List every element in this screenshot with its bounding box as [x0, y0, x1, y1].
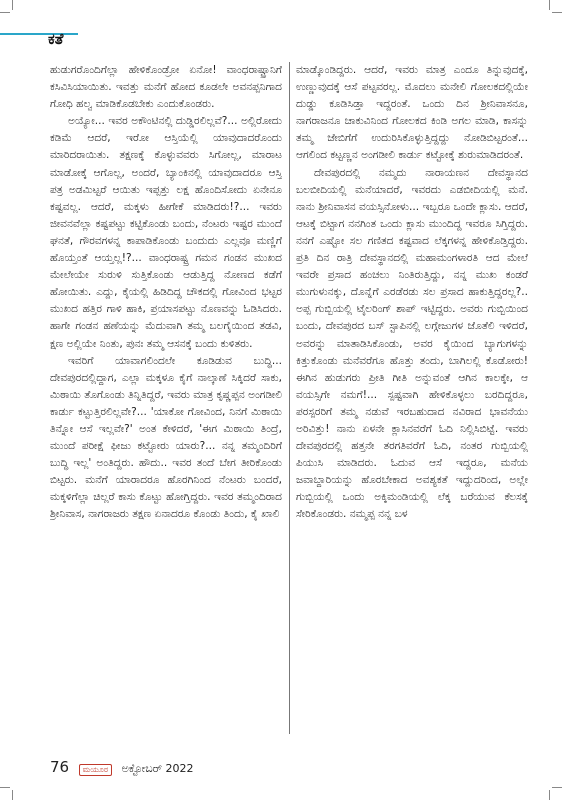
magazine-logo: ಮಯೂರ: [79, 764, 113, 776]
crop-mark: [12, 790, 13, 800]
left-column: [50, 62, 282, 732]
crop-mark: [549, 0, 550, 10]
crop-mark: [549, 790, 550, 800]
paragraph: ಹುಡುಗರೊಂದಿಗೆಲ್ಲಾ ಹೇಳಿಕೊಂಡ್ರೋ ಏನೋ! ವಾಂಧರಾಷ್ಟ್ರಾನಿಗೆ ಕಸಿವಿಸಿಯಾಯಿತು. ಇವತ್ತು ಮನೆಗೆ ಹೋದ ಕೂಡಲೇ ಅವನಪ್ಪನಿಗಾದ ಗೋಧಿ ಹಲ್ವ ಮಾಡಿಕೊಡಬೇಕು ಎಂದುಕೊಂಡರು.: [50, 64, 282, 111]
paragraph: ಅಯ್ಯೋ... ಇವರ ಅಕೌಂಟಿನಲ್ಲಿ ದುಡ್ಡಿರಲಿಲ್ಲವೆ?... ಅಲ್ಲಿರೋದು ಕಡಿಮೆ ಆದರೆ, ಇರೋ ಆಸ್ತಿಯೆಲ್ಲಿ ಯಾವುದಾದರೊಂದು ಮಾರಿದರಾಯಿತು. ತಕ್ಷಣಕ್ಕೆ ಕೊಳ್ಳುವವರು ಸಿಗೋಲ್ಲ, ಮಾರಾಟ ಮಾಡೋಕ್ಕೆ ಆಗೊಲ್ಲ, ಅಂದರೆ, ಬ್ಯಾಂಕಿನಲ್ಲಿ ಯಾವುದಾದರೂ ಆಸ್ತಿ ಪತ್ರ ಅಡಮಿಟ್ಟರೆ ಆಯಿತು ಇಪ್ಪತ್ತು ಲಕ್ಷ ಹೊಂದಿಸೋದು ಏನೇನೂ ಕಷ್ಟವಲ್ಲ. ಆದರೆ, ಮಕ್ಕಳು ಹೀಗೇಕೆ ಮಾಡಿದರು!?... ಇವರು ಜೀವನವೆಲ್ಲಾ ಕಷ್ಟಪಟ್ಟು ಕಟ್ಟಿಕೊಂಡು ಬಂದು, ನೆಂಟರು ಇಷ್ಟರ ಮುಂದೆ ಘನತೆ, ಗೌರವಗಳನ್ನ ಕಾಪಾಡಿಕೊಂಡು ಬಂದುದು ಎಲ್ಲವೂ ಮಣ್ಣಿಗೆ ಹೊಯ್ತಂತೆ ಆಯ್ತಲ್ಲ!?... ವಾಂಧರಾಷ್ಟ್ರ ಗಮನ ಗಂಡನ ಮುಖದ ಮೇಲೇಯೇ ಸುರುಳಿ ಸುತ್ತಿಕೊಂಡು ಆಡುತ್ತಿದ್ದ ನೋಣದ ಕಡೆಗೆ ಹೋಯಿತು. ಎದ್ದು, ಕೈಯಲ್ಲಿ ಹಿಡಿದಿದ್ದ ಚೌಕದಲ್ಲಿ ಗೋವಿಂದ ಭಟ್ಟರ ಮುಖದ ಹತ್ತಿರ ಗಾಳಿ ಹಾಕಿ, ಪ್ರಯಾಸಪಟ್ಟು ನೊಣವನ್ನು ಓಡಿಸಿದರು. ಹಾಗೇ ಗಂಡನ ಹಣೆಯನ್ನು ಮೆದುವಾಗಿ ತಮ್ಮ ಬಲಗೈಯಿಂದ ತಡವಿ, ಕ್ಷಣ ಅಲ್ಲಿಯೇ ನಿಂತು, ಪುನಃ ತಮ್ಮ ಆಸನಕ್ಕೆ ಬಂದು ಕುಳಿತರು.: [50, 115, 282, 350]
crop-mark: [552, 12, 562, 13]
paragraph: ದೇವಪುರದಲ್ಲಿ ನಮ್ಮದು ನಾರಾಯಣನ ದೇವಸ್ಥಾನದ ಬಲಬೀದಿಯಲ್ಲಿ ಮನೆಯಾದರೆ, ಇವರದು ಎಡಬೀದಿಯಲ್ಲಿ ಮನೆ. ನಾನು ಶ್ರೀನಿವಾಸನ ವಯಸ್ಸಿನೋಳು... ಇಬ್ಬರೂ ಒಂದೇ ಕ್ಲಾಸು. ಆದರೆ, ಆಟಕ್ಕೆ ಬಿಟ್ಟಾಗ ನನಗಿಂತ ಒಂದು ಕ್ಲಾಸು ಮುಂದಿದ್ದ ಇವರೂ ಸಿಗ್ತಿದ್ದರು. ನನಗೆ ಎಷ್ಟೋ ಸಲ ಗಣಿತದ ಕಷ್ಟವಾದ ಲೆಕ್ಕಗಳನ್ನ ಹೇಳಿಕೊಡ್ತಿದ್ದರು. ಪ್ರತಿ ದಿನ ರಾತ್ರಿ ದೇವಸ್ಥಾನದಲ್ಲಿ ಮಹಾಮಂಗಳಾರತಿ ಆದ ಮೇಲೆ ಇವರೇ ಪ್ರಸಾದ ಹಂಚಲು ನಿಂತಿರುತ್ತಿದ್ದು, ನನ್ನ ಮುಖ ಕಂಡರೆ ಮುಗುಳುನಕ್ಕು, ದೊನ್ನೆಗೆ ಎರಡೆರಡು ಸಲ ಪ್ರಸಾದ ಹಾಕುತ್ತಿದ್ದರಲ್ಲ?.. ಅಪ್ಪ ಗುಬ್ಬಿಯಲ್ಲಿ ಟೈಲರಿಂಗ್ ಶಾಪ್ ಇಟ್ಟಿದ್ದರು. ಅವರು ಗುಬ್ಬಿಯಿಂದ ಬಂದು, ದೇವಪುರದ ಬಸ್ ಸ್ಟಾಪಿನಲ್ಲಿ ಲಗ್ಗೇಜುಗಳ ಜೊತೆಲಿ ಇಳಿದರೆ, ಅವರನ್ನು ಮಾತಾಡಿಸಿಕೊಂಡು, ಅವರ ಕೈಯಿಂದ ಬ್ಯಾಗುಗಳನ್ನು ಕಿತ್ತುಕೊಂಡು ಮನೆವರೆಗೂ ಹೊತ್ತು ತಂದು, ಬಾಗಿಲಲ್ಲಿ ಕೊಡೋರು! ಈಗಿನ ಹುಡುಗರು ಪ್ರೀತಿ ಗೀತಿ ಅನ್ನುವಂತೆ ಆಗಿನ ಕಾಲಕ್ಕೇ, ಆ ವಯಸ್ಸಿಗೇ ನಮಗೆ!... ಸ್ಪಷ್ಟವಾಗಿ ಹೇಳಿಕೊಳ್ಳಲು ಬರದಿದ್ದರೂ, ಪರಸ್ಪರರಿಗೆ ತಮ್ಮ ನಡುವೆ ಇರಬಹುದಾದ ನವಿರಾದ ಭಾವನೆಯು ಅರಿವಿತ್ತು! ನಾನು ಏಳನೇ ಕ್ಲಾಸಿನವರೆಗೆ ಓದಿ ನಿಲ್ಲಿಸಿಬಿಟ್ಟೆ. ಇವರು ದೇವಪುರದಲ್ಲಿ ಹತ್ತನೇ ತರಗತಿವರೆಗೆ ಓದಿ, ನಂತರ ಗುಬ್ಬಿಯಲ್ಲಿ ಪಿಯುಸಿ ಮಾಡಿದರು. ಓದುವ ಆಸೆ ಇದ್ದರೂ, ಮನೆಯ ಜವಾಬ್ದಾರಿಯನ್ನು ಹೊರಬೇಕಾದ ಅವಶ್ಯಕತೆ ಇದ್ದುದರಿಂದ, ಅಲ್ಲೇ ಗುಬ್ಬಿಯಲ್ಲಿ ಒಂದು ಅಕ್ಕಿಮಂಡಿಯಲ್ಲಿ ಲೆಕ್ಕ ಬರೆಯುವ ಕೆಲಸಕ್ಕೆ ಸೇರಿಕೊಂಡರು. ನಮ್ಮಪ್ಪ ನನ್ನ ಬಳ: [296, 166, 528, 521]
section-title: ಕತೆ: [48, 30, 64, 48]
issue-date: ಅಕ್ಟೋಬರ್ 2022: [121, 762, 194, 775]
page-number: 76: [50, 758, 70, 776]
crop-mark: [12, 0, 13, 10]
section-accent-bar: [0, 33, 78, 35]
paragraph: ಇವರಿಗೆ ಯಾವಾಗಲಿಂದಲೇ ಕೂಡಿಡುವ ಬುದ್ಧಿ... ದೇವಪುರದಲ್ಲಿದ್ದಾಗ, ಎಲ್ಲಾ ಮಕ್ಕಳೂ ಕೈಗೆ ನಾಲ್ಕಾಣೆ ಸಿಕ್ಕಿದರೆ ಸಾಕು, ಮಿಠಾಯಿ ತೊಗೊಂಡು ತಿನ್ನಿತಿದ್ದರೆ, ಇವರು ಮಾತ್ರ ಕೃಷ್ಣಪ್ಪನ ಅಂಗಡೀಲಿ ಕಾರ್ಡು ಕಟ್ಟುತ್ತಿರಲಿಲ್ಲವೇ?... 'ಯಾಕೋ ಗೋವಿಂದ, ನಿನಗೆ ಮಿಠಾಯಿ ತಿನ್ನೋ ಆಸೆ ಇಲ್ಲವೇ?' ಅಂತ ಕೇಳಿದರೆ, 'ಈಗ ಮಿಠಾಯಿ ತಿಂದ್ರೆ, ಮುಂದೆ ಪರೀಕ್ಷೆ ಫೀಜು ಕಟ್ಟೋರು ಯಾರು?... ನನ್ನ ತಮ್ಮಂದಿರಿಗೆ ಬುದ್ಧಿ ಇಲ್ಲ' ಅಂತಿದ್ದರು. ಹೌದು.. ಇವರ ತಂದೆ ಬೇಗ ತೀರಿಕೊಂಡು ಬಿಟ್ಟರು. ಮನೆಗೆ ಯಾರಾದರೂ ಹೊರಗಿನಿಂದ ನೆಂಟರು ಬಂದರೆ, ಮಕ್ಕಳಿಗೆಲ್ಲಾ ಚಿಲ್ಲರೆ ಕಾಸು ಕೊಟ್ಟು ಹೋಗ್ತಿದ್ದರು. ಇವರ ತಮ್ಮಂದಿರಾದ ಶ್ರೀನಿವಾಸ, ನಾಗರಾಜರು ತಕ್ಷಣ ಏನಾದರೂ ಕೊಂಡು ತಿಂದು, ಕೈ ಖಾಲಿ: [50, 354, 282, 521]
crop-mark: [552, 787, 562, 788]
paragraph: ಮಾಡ್ಕೊಂಡಿದ್ದರು. ಆದರೆ, ಇವರು ಮಾತ್ರ ಎಂದೂ ತಿನ್ನುವುದಕ್ಕೆ, ಉಣ್ಣುವುದಕ್ಕೆ ಆಸೆ ಪಟ್ಟವರಲ್ಲ. ಮೊದಲು ಮನೇಲಿ ಗೋಲಕದಲ್ಲಿಯೇ ದುಡ್ಡು ಕೂಡಿಸಿಡ್ತಾ ಇದ್ದರಂತೆ. ಒಂದು ದಿನ ಶ್ರೀನಿವಾಸನೂ, ನಾಗರಾಜನೂ ಚಾಕುವಿನಿಂದ ಗೋಲಕದ ಕಿಂಡಿ ಅಗಲ ಮಾಡಿ, ಕಾಸನ್ನು ತಮ್ಮ ಜೇಬಿಗೆಗೆ ಉದುರಿಸಿಕೊಳ್ಳುತ್ತಿದ್ದದ್ದು ನೋಡಿಬಿಟ್ಟರಂತೆ... ಆಗಲಿಂದ ಕಟ್ಟಣ್ಣನ ಅಂಗಡೀಲಿ ಕಾರ್ಡು ಕಟ್ಟೋಕ್ಕೆ ಶುರುಮಾಡಿದರಂತೆ.: [296, 64, 528, 162]
column-divider: [289, 62, 290, 734]
right-column: [296, 62, 528, 732]
page-footer: [50, 758, 194, 776]
crop-mark: [0, 12, 10, 13]
crop-mark: [0, 787, 10, 788]
